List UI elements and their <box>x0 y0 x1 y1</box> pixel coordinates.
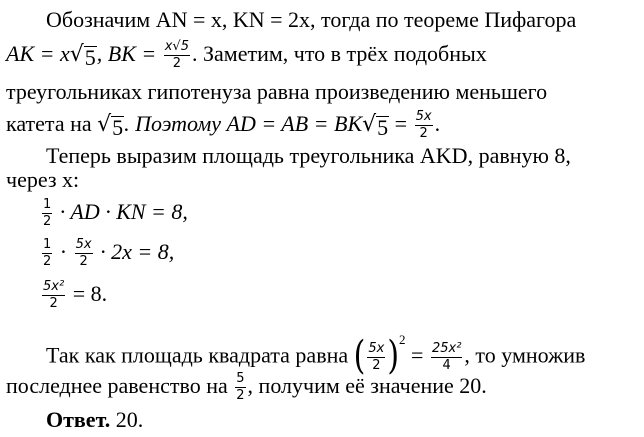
radicand: 5 <box>84 45 96 70</box>
denominator: 4 <box>442 357 451 373</box>
text: Теперь выразим площадь треугольника AKD, равную 8, <box>46 143 571 168</box>
numerator: 5x <box>368 340 385 356</box>
denominator: 2 <box>372 357 381 373</box>
para1-line2 <box>6 40 487 71</box>
fraction-x-sqrt5-over-2 <box>164 40 190 71</box>
fraction-25x2-over-4 <box>431 342 462 373</box>
para1-line1 <box>46 6 576 34</box>
sqrt-5: √ 5 <box>97 112 124 140</box>
text: через x: <box>6 167 80 192</box>
para3-line1 <box>46 332 586 380</box>
denominator: 2 <box>49 296 58 312</box>
denominator: 2 <box>172 56 181 72</box>
para1-line4 <box>6 110 440 141</box>
answer-value: 20. <box>115 407 144 432</box>
fraction-5x2-over-2 <box>42 280 65 311</box>
text: . <box>434 111 441 136</box>
equation-1 <box>40 198 188 229</box>
text: треугольниках гипотенуза равна произведению меньшего <box>6 79 548 104</box>
text: катета на <box>6 111 92 136</box>
text: Обозначим AN = x, KN = 2x, тогда по теореме Пифагора <box>46 7 577 32</box>
text: . Заметим, что в трёх подобных <box>191 41 487 66</box>
radicand: 5 <box>377 115 389 140</box>
formula-ak: AK = x <box>6 41 70 66</box>
para2-line2 <box>6 166 79 194</box>
numerator: 1 <box>43 197 52 213</box>
denominator: 2 <box>79 254 88 270</box>
numerator: 25x² <box>431 340 462 356</box>
equals: = <box>394 111 408 136</box>
numerator: 5x <box>75 237 92 253</box>
formula: · AD · KN = 8, <box>59 199 188 224</box>
numerator: 5x² <box>43 279 65 295</box>
fraction-5x-over-2 <box>75 238 93 269</box>
denominator: 2 <box>43 214 52 230</box>
parenthesized-fraction: ( $\frac{5x}{2}$ ) <box>353 333 400 380</box>
para3-line2 <box>6 372 487 403</box>
text: , то умножив <box>464 342 586 368</box>
formula: · 2x = 8, <box>100 239 175 264</box>
formula-ad: . Поэтому AD = AB = BK <box>124 111 363 136</box>
formula: = 8. <box>72 281 108 306</box>
para2-line1 <box>46 142 571 170</box>
numerator: 1 <box>43 237 52 253</box>
equation-2 <box>40 238 174 269</box>
text: Так как площадь квадрата равна <box>46 342 349 368</box>
para1-line3 <box>6 78 547 106</box>
numerator: 5 <box>236 371 245 387</box>
numerator: x√5 <box>164 39 189 55</box>
denominator: 2 <box>236 388 245 404</box>
fraction-5x-over-2 <box>367 342 385 373</box>
equals: = <box>411 342 424 368</box>
fraction-1-over-2 <box>42 198 52 229</box>
fraction-5x-over-2 <box>415 110 433 141</box>
formula-bk: , BK = <box>96 41 157 66</box>
equation-3 <box>40 280 107 311</box>
fraction-1-over-2 <box>42 238 52 269</box>
radicand: 5 <box>112 115 124 140</box>
sqrt-5: √ 5 <box>362 112 389 140</box>
sqrt-5: √ 5 <box>69 42 96 70</box>
denominator: 2 <box>419 126 428 142</box>
exponent: 2 <box>399 332 406 347</box>
numerator: 5x <box>415 109 432 125</box>
text: , получим её значение 20. <box>247 373 487 398</box>
answer-label: Ответ. <box>46 407 111 432</box>
dot: · <box>59 239 68 264</box>
text: последнее равенство на <box>6 373 228 398</box>
denominator: 2 <box>43 254 52 270</box>
answer-line <box>46 406 143 434</box>
fraction-5-over-2 <box>235 372 245 403</box>
